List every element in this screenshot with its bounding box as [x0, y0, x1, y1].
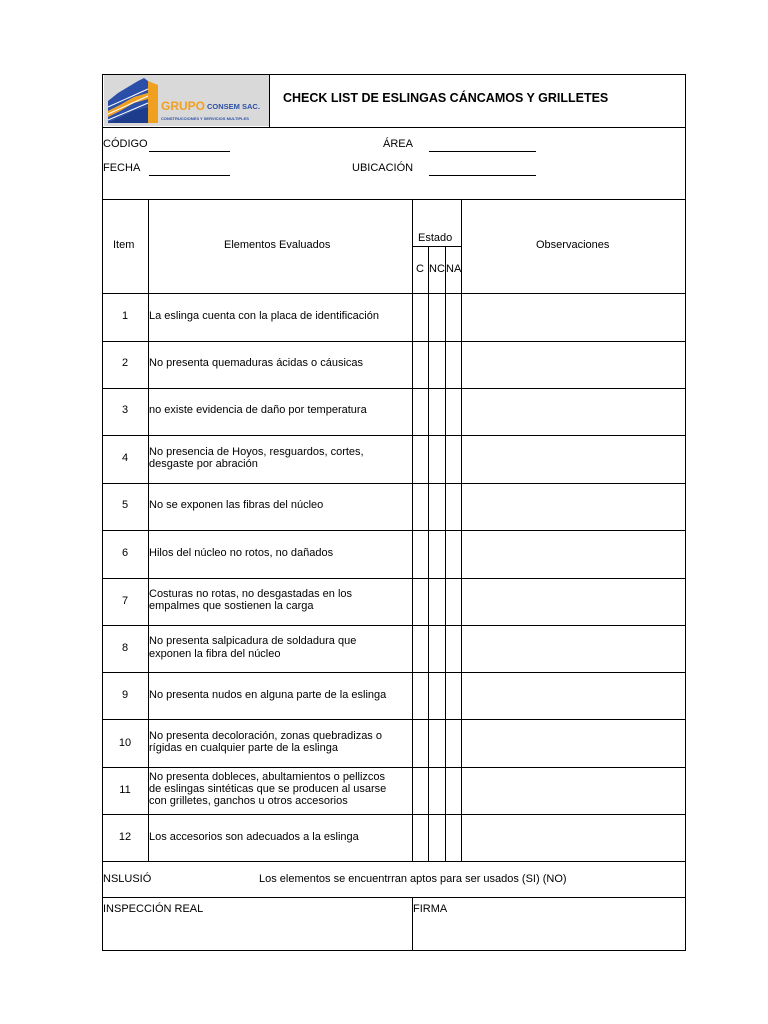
row-number: 12 — [118, 831, 132, 843]
row-text: No presenta decoloración, zonas quebradizas o — [149, 730, 382, 742]
row-number: 1 — [121, 310, 129, 322]
row-text: de eslingas sintéticas que se producen al usarse — [149, 783, 387, 795]
row-number: 4 — [121, 452, 129, 464]
row-text: desgaste por abración — [149, 458, 258, 470]
row-line — [102, 814, 686, 815]
row-number: 3 — [121, 404, 129, 416]
row-number: 10 — [118, 737, 132, 749]
col-nc-divider — [445, 246, 446, 862]
company-logo — [104, 75, 269, 126]
row-text: No presenta dobleces, abultamientos o pellizcos — [149, 771, 386, 783]
fecha-field[interactable] — [149, 175, 230, 176]
ubicacion-label: UBICACIÓN — [352, 162, 414, 174]
row-number: 5 — [121, 499, 129, 511]
row-line — [102, 672, 686, 673]
row-line — [102, 388, 686, 389]
firma-label: FIRMA — [413, 903, 448, 915]
fecha-label: FECHA — [103, 162, 141, 174]
row-text: Los accesorios son adecuados a la eslinga — [149, 831, 359, 843]
checklist-sheet — [102, 74, 686, 951]
col-c-header: C — [416, 263, 424, 275]
col-nc-header: NC — [429, 263, 445, 275]
logo-divider — [269, 74, 270, 128]
codigo-field[interactable] — [149, 151, 230, 152]
row-line — [102, 578, 686, 579]
row-text: Hilos del núcleo no rotos, no dañados — [149, 547, 334, 559]
estado-divider — [412, 246, 462, 247]
row-line — [102, 897, 686, 898]
logo-tagline: CONSTRUCCIONES Y SERVICIOS MULTIPLES — [161, 116, 249, 121]
row-text: Costuras no rotas, no desgastadas en los — [149, 588, 353, 600]
row-number: 9 — [121, 689, 129, 701]
row-line — [102, 341, 686, 342]
row-line — [102, 719, 686, 720]
row-text: no existe evidencia de daño por temperatura — [149, 404, 367, 416]
inspeccion-label: INSPECCIÓN REAL — [103, 903, 204, 915]
row-text: La eslinga cuenta con la placa de identificación — [149, 310, 379, 322]
row-line — [102, 767, 686, 768]
row-text: No presencia de Hoyos, resguardos, cortes, — [149, 446, 364, 458]
col-na-header: NA — [446, 263, 462, 275]
area-label: ÁREA — [383, 138, 413, 150]
row-text: No presenta nudos en alguna parte de la eslinga — [149, 689, 387, 701]
codigo-label: CÓDIGO — [103, 138, 148, 150]
row-text: No presenta salpicadura de soldadura que — [149, 635, 357, 647]
col-observaciones-header: Observaciones — [536, 239, 610, 251]
row-text: rígidas en cualquier parte de la eslinga — [149, 742, 338, 754]
row-number: 6 — [121, 547, 129, 559]
row-line — [102, 861, 686, 862]
col-c-divider — [428, 246, 429, 862]
col-estado-header: Estado — [418, 232, 453, 244]
info-divider — [102, 199, 686, 200]
ubicacion-field[interactable] — [429, 175, 536, 176]
col-item-header: Item — [113, 239, 135, 251]
col-elementos-header: Elementos Evaluados — [224, 239, 331, 251]
area-field[interactable] — [429, 151, 536, 152]
page-title: CHECK LIST DE ESLINGAS CÁNCAMOS Y GRILLETES — [283, 91, 609, 105]
row-line — [102, 625, 686, 626]
row-line — [102, 435, 686, 436]
row-number: 7 — [121, 595, 129, 607]
conclusion-text: Los elementos se encuentrran aptos para ser usados (SI) (NO) — [259, 873, 567, 885]
row-text: No se exponen las fibras del núcleo — [149, 499, 324, 511]
logo-brand: GRUPO — [161, 99, 206, 113]
row-line — [102, 530, 686, 531]
row-number: 2 — [121, 357, 129, 369]
conclusion-label: NSLUSIÓ — [103, 873, 152, 885]
row-text: No presenta quemaduras ácidas o cáusicas — [149, 357, 364, 369]
table-header-divider — [102, 293, 686, 294]
row-line — [102, 483, 686, 484]
row-text: exponen la fibra del núcleo — [149, 648, 281, 660]
row-number: 8 — [121, 642, 129, 654]
row-number: 11 — [119, 784, 131, 796]
logo-name: CONSEM SAC. — [207, 102, 260, 111]
row-text: con grilletes, ganchos u otros accesorios — [149, 795, 348, 807]
row-text: empalmes que sostienen la carga — [149, 600, 314, 612]
header-divider — [102, 127, 686, 128]
